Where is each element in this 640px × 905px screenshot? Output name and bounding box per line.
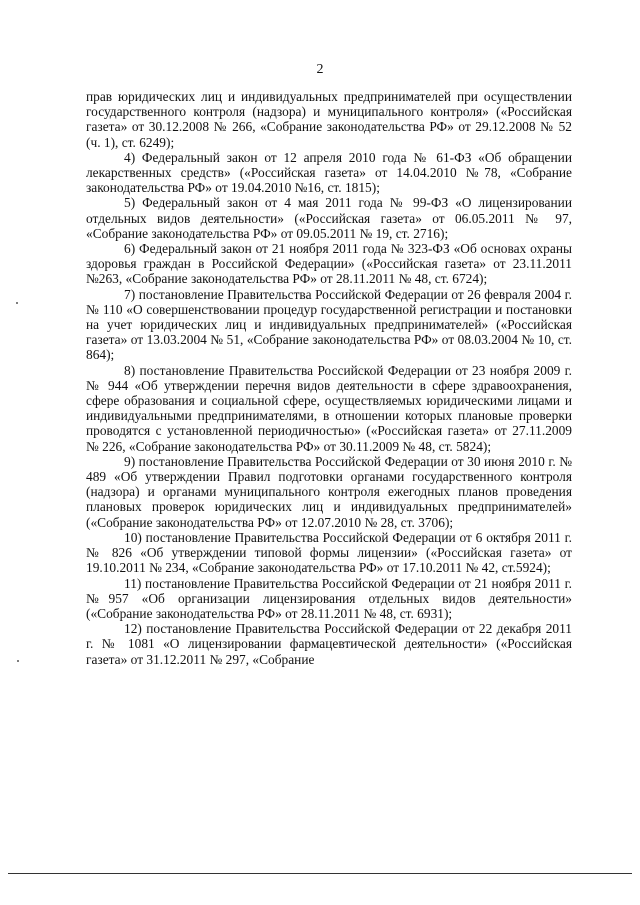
page-bottom-rule	[8, 873, 632, 874]
scan-speck	[17, 660, 19, 662]
paragraph-continuation: прав юридических лиц и индивидуальных предпринимателей при осуществлении государственного контроля (надзора) и муниципального контроля» («Российская газета» от 30.12.2008 № 266, «Собрание законодательства РФ» от 29.12.2008 № 52 (ч. 1), ст. 6249);	[86, 89, 572, 150]
list-item-10: 10) постановление Правительства Российской Федерации от 6 октября 2011 г. № 826 «Об утверждении типовой формы лицензии» («Российская газета» от 19.10.2011 № 234, «Собрание законодательства РФ» от 17.10.2011 № 42, ст.5924);	[86, 529, 572, 576]
scan-speck	[16, 302, 18, 304]
list-item-11: 11) постановление Правительства Российской Федерации от 21 ноября 2011 г. №957 «Об организации лицензирования отдельных видов деятельности» («Собрание законодательства РФ» от 28.11.2011 № 48, ст. 6931);	[86, 575, 572, 621]
list-item-7: 7) постановление Правительства Российской Федерации от 26 февраля 2004 г. № 110 «О совершенствовании процедур государственной регистрации и постановки на учет юридических лиц и индивидуальных предпринимателей» («Российская газета» от 13.03.2004 № 51, «Собрание законодательства РФ» от 08.03.2004 № 10, ст. 864);	[86, 286, 572, 363]
list-item-5: 5) Федеральный закон от 4 мая 2011 года № 99-ФЗ «О лицензировании отдельных видов деятельности» («Российская газета» от 06.05.2011 № 97, «Собрание законодательства РФ» от 09.05.2011 № 19, ст. 2716);	[86, 195, 572, 241]
list-item-9: 9) постановление Правительства Российской Федерации от 30 июня 2010 г. № 489 «Об утверждении Правил подготовки органами государственного контроля (надзора) и органами муниципального контроля ежегодных планов проведения плановых проверок юридических лиц и индивидуальных предпринимателей» («Собрание законодательства РФ» от 12.07.2010 № 28, ст. 3706);	[86, 453, 572, 530]
page-number: 2	[316, 62, 324, 77]
list-item-6: 6) Федеральный закон от 21 ноября 2011 года № 323-ФЗ «Об основах охраны здоровья граждан в Российской Федерации» («Российская газета» от 23.11.2011 №263, «Собрание законодательства РФ» от 28.11.2011 № 48, ст. 6724);	[86, 241, 572, 287]
list-item-12: 12) постановление Правительства Российской Федерации от 22 декабря 2011 г. № 1081 «О лицензировании фармацевтической деятельности» («Российская газета» от 31.12.2011 № 297, «Собрание	[86, 621, 572, 667]
list-item-4: 4) Федеральный закон от 12 апреля 2010 года № 61-ФЗ «Об обращении лекарственных средств» («Российская газета» от 14.04.2010 №78, «Собрание законодательства РФ» от 19.04.2010 №16, ст. 1815);	[86, 149, 572, 196]
list-item-8: 8) постановление Правительства Российской Федерации от 23 ноября 2009 г. № 944 «Об утверждении перечня видов деятельности в сфере здравоохранения, сфере образования и социальной сфере, осуществляемых юридическими лицами и индивидуальными предпринимателями, в отношении которых плановые проверки проводятся с установленной периодичностью» («Российская газета» от 27.11.2009 № 226, «Собрание законодательства РФ» от 30.11.2009 № 48, ст. 5824);	[86, 362, 572, 454]
document-body	[86, 89, 572, 667]
